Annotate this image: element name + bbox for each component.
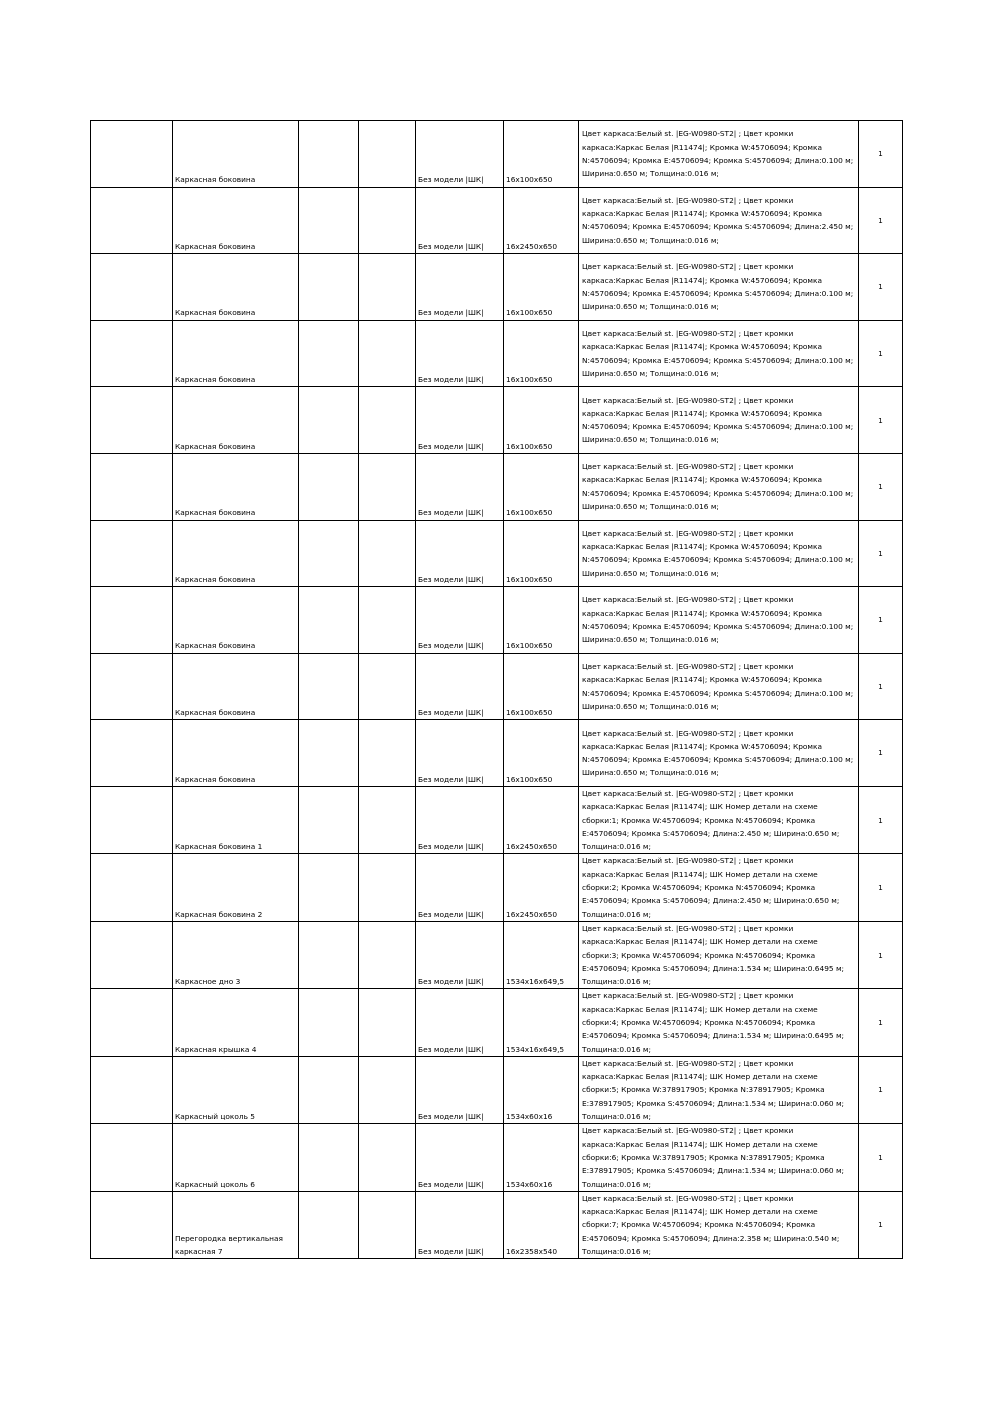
- cell-model: Без модели |ШК|: [416, 854, 504, 921]
- cell-quantity: 1: [859, 720, 903, 787]
- cell-quantity: 1: [859, 1191, 903, 1258]
- cell-index: [91, 1056, 173, 1123]
- cell-description: [579, 921, 859, 988]
- cell-quantity: 1: [859, 187, 903, 254]
- cell-model: Без модели |ШК|: [416, 587, 504, 654]
- cell-quantity: 1: [859, 1124, 903, 1191]
- cell-size: 16x100x650: [504, 254, 579, 321]
- description-text: Цвет каркаса:Белый st. |EG-W0980-ST2| ; Цвет кромки каркаса:Каркас Белая |R11474|; Кромка W:45706094; Кромка N:45706094; Кромка E:45706094; Кромка S:45706094; Длина:0.100 м; Ширина:0.650 м; Толщина:0.016 м;: [582, 595, 854, 645]
- cell-empty-2: [359, 921, 416, 988]
- cell-empty-1: [299, 453, 359, 520]
- cell-description: [579, 653, 859, 720]
- cell-quantity: 1: [859, 653, 903, 720]
- cell-part-name: Каркасная боковина: [173, 653, 299, 720]
- cell-empty-1: [299, 921, 359, 988]
- cell-index: [91, 1124, 173, 1191]
- cell-quantity: 1: [859, 921, 903, 988]
- cell-model: Без модели |ШК|: [416, 720, 504, 787]
- cell-index: [91, 786, 173, 853]
- cell-index: [91, 254, 173, 321]
- table-row: [91, 1191, 903, 1258]
- cell-empty-2: [359, 254, 416, 321]
- description-text: Цвет каркаса:Белый st. |EG-W0980-ST2| ; Цвет кромки каркаса:Каркас Белая |R11474|; Кромка W:45706094; Кромка N:45706094; Кромка E:45706094; Кромка S:45706094; Длина:0.100 м; Ширина:0.650 м; Толщина:0.016 м;: [582, 328, 854, 378]
- description-text: Цвет каркаса:Белый st. |EG-W0980-ST2| ; Цвет кромки каркаса:Каркас Белая |R11474|; ШК Номер детали на схеме сборки:5; Кромка W:378917905; Кромка N:378917905; Кромка E:378917905; Кромка S:45706094; Длина:1.534 м; Ширина:0.060 м; Толщина:0.016 м;: [582, 1058, 845, 1122]
- description-text: Цвет каркаса:Белый st. |EG-W0980-ST2| ; Цвет кромки каркаса:Каркас Белая |R11474|; Кромка W:45706094; Кромка N:45706094; Кромка E:45706094; Кромка S:45706094; Длина:0.100 м; Ширина:0.650 м; Толщина:0.016 м;: [582, 395, 854, 445]
- cell-quantity: 1: [859, 121, 903, 188]
- cell-description: [579, 387, 859, 454]
- cell-size: 16x2450x650: [504, 786, 579, 853]
- cell-empty-1: [299, 786, 359, 853]
- cell-description: [579, 320, 859, 387]
- cell-quantity: 1: [859, 989, 903, 1056]
- cell-size: 16x100x650: [504, 520, 579, 587]
- cell-model: Без модели |ШК|: [416, 254, 504, 321]
- cell-size: 16x100x650: [504, 653, 579, 720]
- description-text: Цвет каркаса:Белый st. |EG-W0980-ST2| ; Цвет кромки каркаса:Каркас Белая |R11474|; ШК Номер детали на схеме сборки:4; Кромка W:45706094; Кромка N:45706094; Кромка E:45706094; Кромка S:45706094; Длина:1.534 м; Ширина:0.6495 м; Толщина:0.016 м;: [582, 991, 845, 1054]
- cell-part-name: Каркасный цоколь 6: [173, 1124, 299, 1191]
- cell-part-name: Перегородка вертикальная каркасная 7: [173, 1191, 299, 1258]
- cell-part-name: Каркасная боковина: [173, 720, 299, 787]
- table-row: [91, 254, 903, 321]
- cell-size: 16x100x650: [504, 387, 579, 454]
- table-row: [91, 1056, 903, 1123]
- cell-model: Без модели |ШК|: [416, 1056, 504, 1123]
- description-text: Цвет каркаса:Белый st. |EG-W0980-ST2| ; Цвет кромки каркаса:Каркас Белая |R11474|; Кромка W:45706094; Кромка N:45706094; Кромка E:45706094; Кромка S:45706094; Длина:0.100 м; Ширина:0.650 м; Толщина:0.016 м;: [582, 129, 854, 179]
- cell-description: [579, 121, 859, 188]
- cell-size: 16x100x650: [504, 121, 579, 188]
- description-text: Цвет каркаса:Белый st. |EG-W0980-ST2| ; Цвет кромки каркаса:Каркас Белая |R11474|; Кромка W:45706094; Кромка N:45706094; Кромка E:45706094; Кромка S:45706094; Длина:0.100 м; Ширина:0.650 м; Толщина:0.016 м;: [582, 528, 854, 578]
- cell-size: 16x100x650: [504, 453, 579, 520]
- table-row: [91, 921, 903, 988]
- cell-index: [91, 320, 173, 387]
- cell-size: 16x100x650: [504, 720, 579, 787]
- cell-index: [91, 653, 173, 720]
- cell-empty-2: [359, 587, 416, 654]
- cell-description: [579, 520, 859, 587]
- table-row: [91, 320, 903, 387]
- description-text: Цвет каркаса:Белый st. |EG-W0980-ST2| ; Цвет кромки каркаса:Каркас Белая |R11474|; Кромка W:45706094; Кромка N:45706094; Кромка E:45706094; Кромка S:45706094; Длина:0.100 м; Ширина:0.650 м; Толщина:0.016 м;: [582, 661, 854, 711]
- cell-model: Без модели |ШК|: [416, 387, 504, 454]
- cell-size: 16x100x650: [504, 320, 579, 387]
- cell-part-name: Каркасная боковина: [173, 520, 299, 587]
- cell-empty-1: [299, 720, 359, 787]
- cell-size: 16x100x650: [504, 587, 579, 654]
- description-text: Цвет каркаса:Белый st. |EG-W0980-ST2| ; Цвет кромки каркаса:Каркас Белая |R11474|; ШК Номер детали на схеме сборки:6; Кромка W:378917905; Кромка N:378917905; Кромка E:378917905; Кромка S:45706094; Длина:1.534 м; Ширина:0.060 м; Толщина:0.016 м;: [582, 1126, 845, 1189]
- cell-description: [579, 989, 859, 1056]
- cell-quantity: 1: [859, 453, 903, 520]
- cell-part-name: Каркасное дно 3: [173, 921, 299, 988]
- cell-quantity: 1: [859, 854, 903, 921]
- cell-index: [91, 121, 173, 188]
- description-text: Цвет каркаса:Белый st. |EG-W0980-ST2| ; Цвет кромки каркаса:Каркас Белая |R11474|; ШК Номер детали на схеме сборки:3; Кромка W:45706094; Кромка N:45706094; Кромка E:45706094; Кромка S:45706094; Длина:1.534 м; Ширина:0.6495 м; Толщина:0.016 м;: [582, 923, 845, 987]
- cell-index: [91, 989, 173, 1056]
- cell-empty-1: [299, 387, 359, 454]
- description-text: Цвет каркаса:Белый st. |EG-W0980-ST2| ; Цвет кромки каркаса:Каркас Белая |R11474|; ШК Номер детали на схеме сборки:1; Кромка W:45706094; Кромка N:45706094; Кромка E:45706094; Кромка S:45706094; Длина:2.450 м; Ширина:0.650 м; Толщина:0.016 м;: [582, 788, 840, 852]
- cell-empty-1: [299, 587, 359, 654]
- cell-empty-2: [359, 320, 416, 387]
- table-body: [91, 121, 903, 1259]
- cell-part-name: Каркасная боковина 2: [173, 854, 299, 921]
- cell-quantity: 1: [859, 254, 903, 321]
- table-row: [91, 854, 903, 921]
- cell-index: [91, 187, 173, 254]
- table-row: [91, 187, 903, 254]
- cell-quantity: 1: [859, 320, 903, 387]
- cell-description: [579, 254, 859, 321]
- cell-part-name: Каркасная боковина: [173, 320, 299, 387]
- cell-empty-2: [359, 121, 416, 188]
- description-text: Цвет каркаса:Белый st. |EG-W0980-ST2| ; Цвет кромки каркаса:Каркас Белая |R11474|; Кромка W:45706094; Кромка N:45706094; Кромка E:45706094; Кромка S:45706094; Длина:0.100 м; Ширина:0.650 м; Толщина:0.016 м;: [582, 462, 854, 512]
- cell-part-name: Каркасный цоколь 5: [173, 1056, 299, 1123]
- cell-size: 1534x16x649,5: [504, 989, 579, 1056]
- cell-description: [579, 720, 859, 787]
- cell-empty-1: [299, 1056, 359, 1123]
- description-text: Цвет каркаса:Белый st. |EG-W0980-ST2| ; Цвет кромки каркаса:Каркас Белая |R11474|; Кромка W:45706094; Кромка N:45706094; Кромка E:45706094; Кромка S:45706094; Длина:0.100 м; Ширина:0.650 м; Толщина:0.016 м;: [582, 262, 854, 312]
- cell-description: [579, 786, 859, 853]
- cell-size: 1534x60x16: [504, 1124, 579, 1191]
- cell-empty-2: [359, 1191, 416, 1258]
- cell-empty-1: [299, 520, 359, 587]
- cell-quantity: 1: [859, 587, 903, 654]
- table-row: [91, 520, 903, 587]
- table-row: [91, 786, 903, 853]
- cell-empty-1: [299, 653, 359, 720]
- description-text: Цвет каркаса:Белый st. |EG-W0980-ST2| ; Цвет кромки каркаса:Каркас Белая |R11474|; ШК Номер детали на схеме сборки:7; Кромка W:45706094; Кромка N:45706094; Кромка E:45706094; Кромка S:45706094; Длина:2.358 м; Ширина:0.540 м; Толщина:0.016 м;: [582, 1193, 840, 1257]
- cell-description: [579, 1056, 859, 1123]
- cell-size: 16x2358x540: [504, 1191, 579, 1258]
- cell-model: Без модели |ШК|: [416, 786, 504, 853]
- cell-empty-2: [359, 1124, 416, 1191]
- cell-part-name: Каркасная боковина: [173, 254, 299, 321]
- description-text: Цвет каркаса:Белый st. |EG-W0980-ST2| ; Цвет кромки каркаса:Каркас Белая |R11474|; Кромка W:45706094; Кромка N:45706094; Кромка E:45706094; Кромка S:45706094; Длина:0.100 м; Ширина:0.650 м; Толщина:0.016 м;: [582, 728, 854, 778]
- cell-empty-2: [359, 520, 416, 587]
- table-row: [91, 989, 903, 1056]
- cell-empty-2: [359, 854, 416, 921]
- cell-index: [91, 453, 173, 520]
- cell-empty-2: [359, 989, 416, 1056]
- cell-empty-1: [299, 254, 359, 321]
- table-row: [91, 720, 903, 787]
- cell-description: [579, 187, 859, 254]
- cell-size: 1534x16x649,5: [504, 921, 579, 988]
- cell-empty-1: [299, 854, 359, 921]
- cell-model: Без модели |ШК|: [416, 1124, 504, 1191]
- table-row: [91, 453, 903, 520]
- cell-description: [579, 587, 859, 654]
- cell-size: 16x2450x650: [504, 854, 579, 921]
- cell-model: Без модели |ШК|: [416, 1191, 504, 1258]
- cell-part-name: Каркасная боковина: [173, 121, 299, 188]
- cell-empty-1: [299, 1191, 359, 1258]
- cell-size: 16x2450x650: [504, 187, 579, 254]
- cell-model: Без модели |ШК|: [416, 187, 504, 254]
- cell-part-name: Каркасная боковина: [173, 587, 299, 654]
- cell-model: Без модели |ШК|: [416, 453, 504, 520]
- cell-model: Без модели |ШК|: [416, 921, 504, 988]
- cell-empty-1: [299, 187, 359, 254]
- table-row: [91, 587, 903, 654]
- cell-part-name: Каркасная крышка 4: [173, 989, 299, 1056]
- cell-empty-2: [359, 1056, 416, 1123]
- cell-empty-2: [359, 187, 416, 254]
- cell-empty-2: [359, 453, 416, 520]
- table-row: [91, 653, 903, 720]
- cell-model: Без модели |ШК|: [416, 320, 504, 387]
- cell-description: [579, 1191, 859, 1258]
- cell-index: [91, 587, 173, 654]
- cell-part-name: Каркасная боковина 1: [173, 786, 299, 853]
- cell-model: Без модели |ШК|: [416, 520, 504, 587]
- cell-empty-1: [299, 989, 359, 1056]
- cell-index: [91, 387, 173, 454]
- cell-quantity: 1: [859, 1056, 903, 1123]
- cell-description: [579, 453, 859, 520]
- cell-part-name: Каркасная боковина: [173, 387, 299, 454]
- cell-empty-2: [359, 786, 416, 853]
- cell-index: [91, 1191, 173, 1258]
- cell-index: [91, 720, 173, 787]
- cell-model: Без модели |ШК|: [416, 989, 504, 1056]
- cell-empty-1: [299, 1124, 359, 1191]
- cell-description: [579, 1124, 859, 1191]
- cell-part-name: Каркасная боковина: [173, 187, 299, 254]
- cell-model: Без модели |ШК|: [416, 653, 504, 720]
- table-row: [91, 1124, 903, 1191]
- cell-index: [91, 520, 173, 587]
- description-text: Цвет каркаса:Белый st. |EG-W0980-ST2| ; Цвет кромки каркаса:Каркас Белая |R11474|; ШК Номер детали на схеме сборки:2; Кромка W:45706094; Кромка N:45706094; Кромка E:45706094; Кромка S:45706094; Длина:2.450 м; Ширина:0.650 м; Толщина:0.016 м;: [582, 856, 840, 919]
- cell-empty-1: [299, 121, 359, 188]
- table-row: [91, 387, 903, 454]
- cell-empty-1: [299, 320, 359, 387]
- description-text: Цвет каркаса:Белый st. |EG-W0980-ST2| ; Цвет кромки каркаса:Каркас Белая |R11474|; Кромка W:45706094; Кромка N:45706094; Кромка E:45706094; Кромка S:45706094; Длина:2.450 м; Ширина:0.650 м; Толщина:0.016 м;: [582, 195, 854, 245]
- cell-quantity: 1: [859, 520, 903, 587]
- cell-model: Без модели |ШК|: [416, 121, 504, 188]
- parts-specification-table: [90, 120, 903, 1259]
- cell-empty-2: [359, 387, 416, 454]
- cell-quantity: 1: [859, 387, 903, 454]
- cell-index: [91, 921, 173, 988]
- cell-size: 1534x60x16: [504, 1056, 579, 1123]
- cell-index: [91, 854, 173, 921]
- cell-quantity: 1: [859, 786, 903, 853]
- cell-empty-2: [359, 720, 416, 787]
- table-row: [91, 121, 903, 188]
- cell-description: [579, 854, 859, 921]
- cell-part-name: Каркасная боковина: [173, 453, 299, 520]
- cell-empty-2: [359, 653, 416, 720]
